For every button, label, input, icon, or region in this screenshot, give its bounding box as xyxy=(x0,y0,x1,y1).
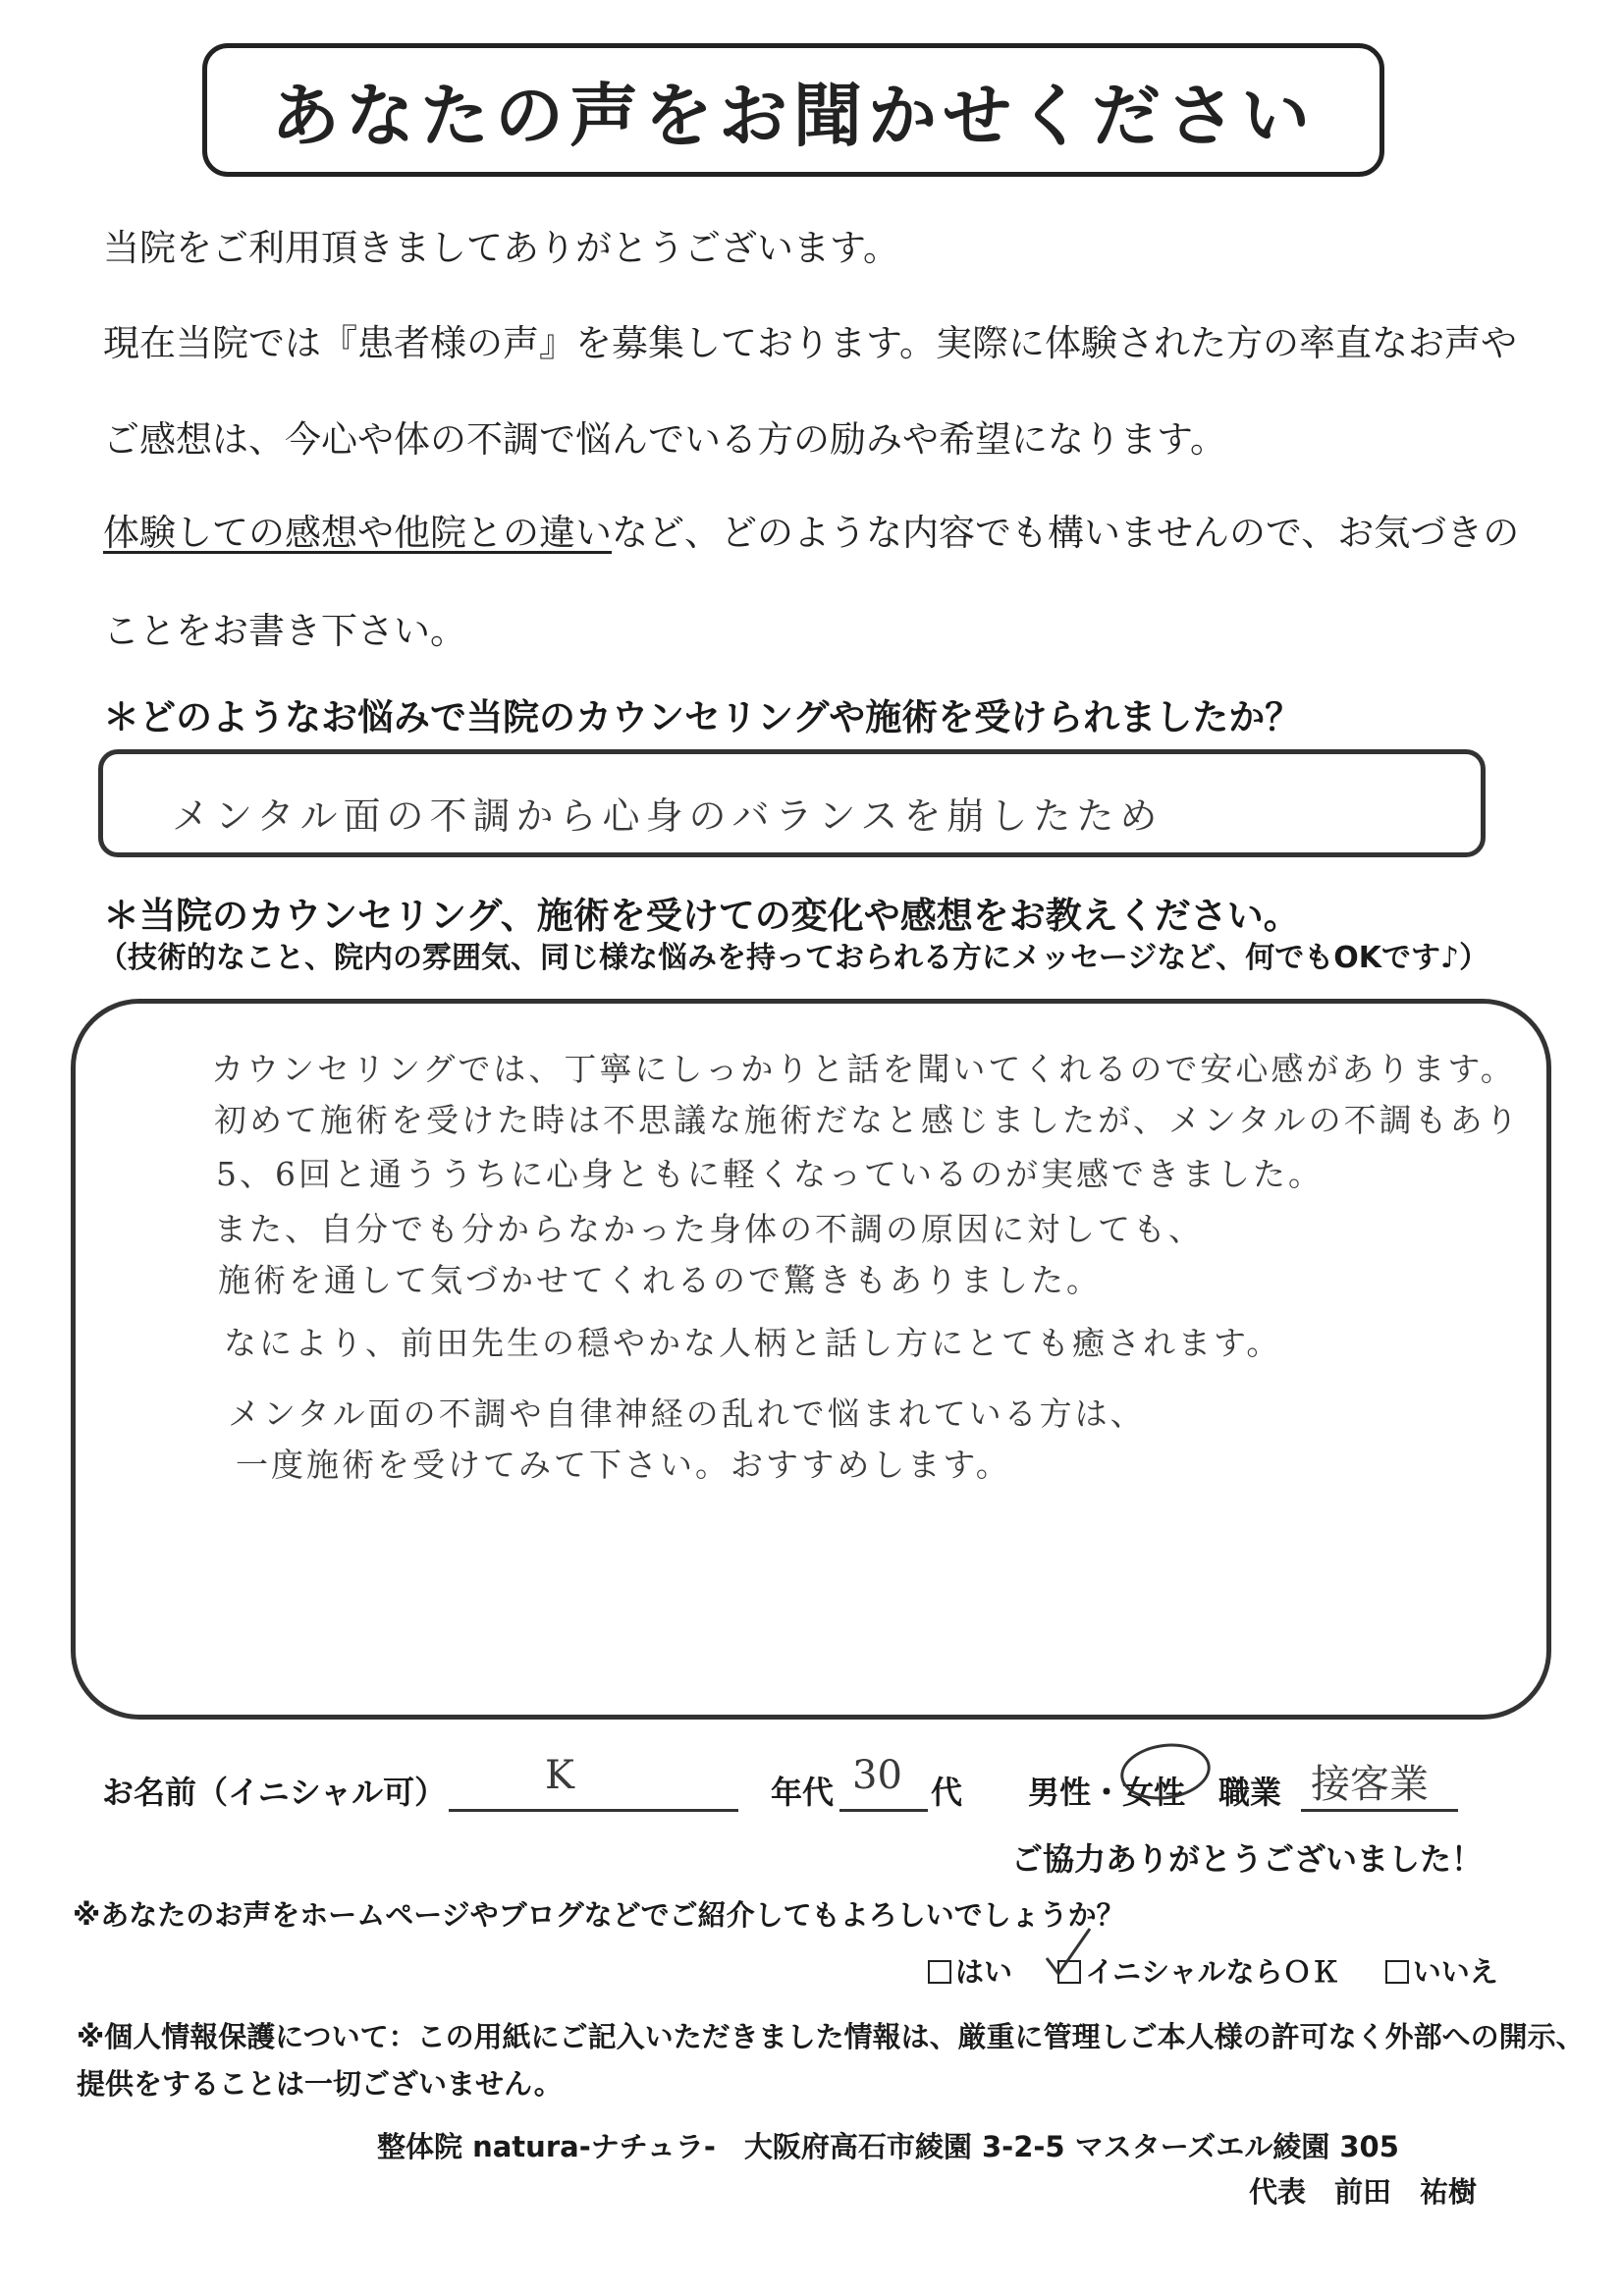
name-field-line xyxy=(449,1807,738,1812)
intro-line-5: ことをお書き下さい。 xyxy=(103,610,466,652)
answer-2-line-6: なにより、前田先生の穏やかな人柄と話し方にとても癒されます。 xyxy=(224,1324,1282,1362)
consent-option-no: いいえ xyxy=(1412,1955,1498,1989)
age-suffix: 代 xyxy=(931,1774,963,1811)
intro-line-3: ご感想は、今心や体の不調で悩んでいる方の励みや希望になります。 xyxy=(103,418,1227,461)
consent-option-yes: はい xyxy=(955,1955,1013,1989)
answer-1-text: メンタル面の不調から心身のバランスを崩したため xyxy=(172,794,1163,838)
occupation-label: 職業 xyxy=(1218,1774,1282,1811)
footer-clinic: 整体院 natura-ナチュラ- 大阪府高石市綾園 3-2-5 マスターズエル綾園 305 xyxy=(377,2130,1399,2163)
privacy-line-2: 提供をすることは一切ございません。 xyxy=(77,2067,563,2101)
consent-question: ※あなたのお声をホームページやブログなどでご紹介してもよろしいでしょうか？ xyxy=(73,1898,1125,1932)
privacy-line-1: ※個人情報保護について：この用紙にご記入いただきました情報は、厳重に管理しご本人様の許可なく外部への開示、 xyxy=(77,2020,1585,2053)
answer-2-line-2: 初めて施術を受けた時は不思議な施術だなと感じましたが、メンタルの不調もあり xyxy=(214,1101,1521,1139)
consent-checkbox-no[interactable] xyxy=(1385,1960,1409,1984)
answer-2-line-8: 一度施術を受けてみて下さい。おすすめします。 xyxy=(236,1446,1011,1484)
age-field-line xyxy=(839,1807,928,1812)
intro-underlined-text: 体験しての感想や他院との違い xyxy=(103,512,612,554)
name-value: K xyxy=(545,1753,574,1798)
age-label: 年代 xyxy=(771,1774,835,1811)
answer-2-line-4: また、自分でも分からなかった身体の不調の原因に対しても、 xyxy=(214,1210,1204,1248)
question-2-label: ＊当院のカウンセリング、施術を受けての変化や感想をお教えください。 xyxy=(103,895,1300,937)
answer-2-line-3: 5、6回と通ううちに心身ともに軽くなっているのが実感できました。 xyxy=(216,1155,1324,1193)
gender-label: 男性・女性 xyxy=(1028,1774,1186,1811)
thanks-text: ご協力ありがとうございました！ xyxy=(1011,1840,1484,1878)
answer-2-line-5: 施術を通して気づかせてくれるので驚きもありました。 xyxy=(218,1261,1102,1299)
consent-checkbox-yes[interactable] xyxy=(928,1960,951,1984)
consent-option-initials: イニシャルならＯＫ xyxy=(1085,1955,1340,1989)
page-title: あなたの声をお聞かせください xyxy=(271,75,1316,156)
footer-representative: 代表 前田 祐樹 xyxy=(1249,2175,1478,2209)
intro-line-1: 当院をご利用頂きましてありがとうございます。 xyxy=(103,227,900,269)
check-mark-icon xyxy=(1041,1925,1100,1984)
intro-line-4 xyxy=(103,512,1520,554)
occupation-value: 接客業 xyxy=(1311,1762,1429,1807)
answer-2-line-1: カウンセリングでは、丁寧にしっかりと話を聞いてくれるので安心感があります。 xyxy=(211,1050,1516,1088)
consent-options xyxy=(928,1950,1498,1991)
intro-line-4-rest: など、どのような内容でも構いませんので、お気づきの xyxy=(612,512,1520,554)
question-1-label: ＊どのようなお悩みで当院のカウンセリングや施術を受けられましたか？ xyxy=(103,696,1302,738)
name-label: お名前（イニシャル可） xyxy=(102,1774,447,1811)
title-box xyxy=(202,43,1384,177)
age-value: 30 xyxy=(852,1753,902,1798)
intro-line-2: 現在当院では『患者様の声』を募集しております。実際に体験された方の率直なお声や xyxy=(103,322,1518,364)
question-2-sublabel: （技術的なこと、院内の雰囲気、同じ様な悩みを持っておられる方にメッセージなど、何でもOKです♪） xyxy=(98,941,1489,975)
answer-2-line-7: メンタル面の不調や自律神経の乱れで悩まれている方は、 xyxy=(228,1394,1146,1433)
